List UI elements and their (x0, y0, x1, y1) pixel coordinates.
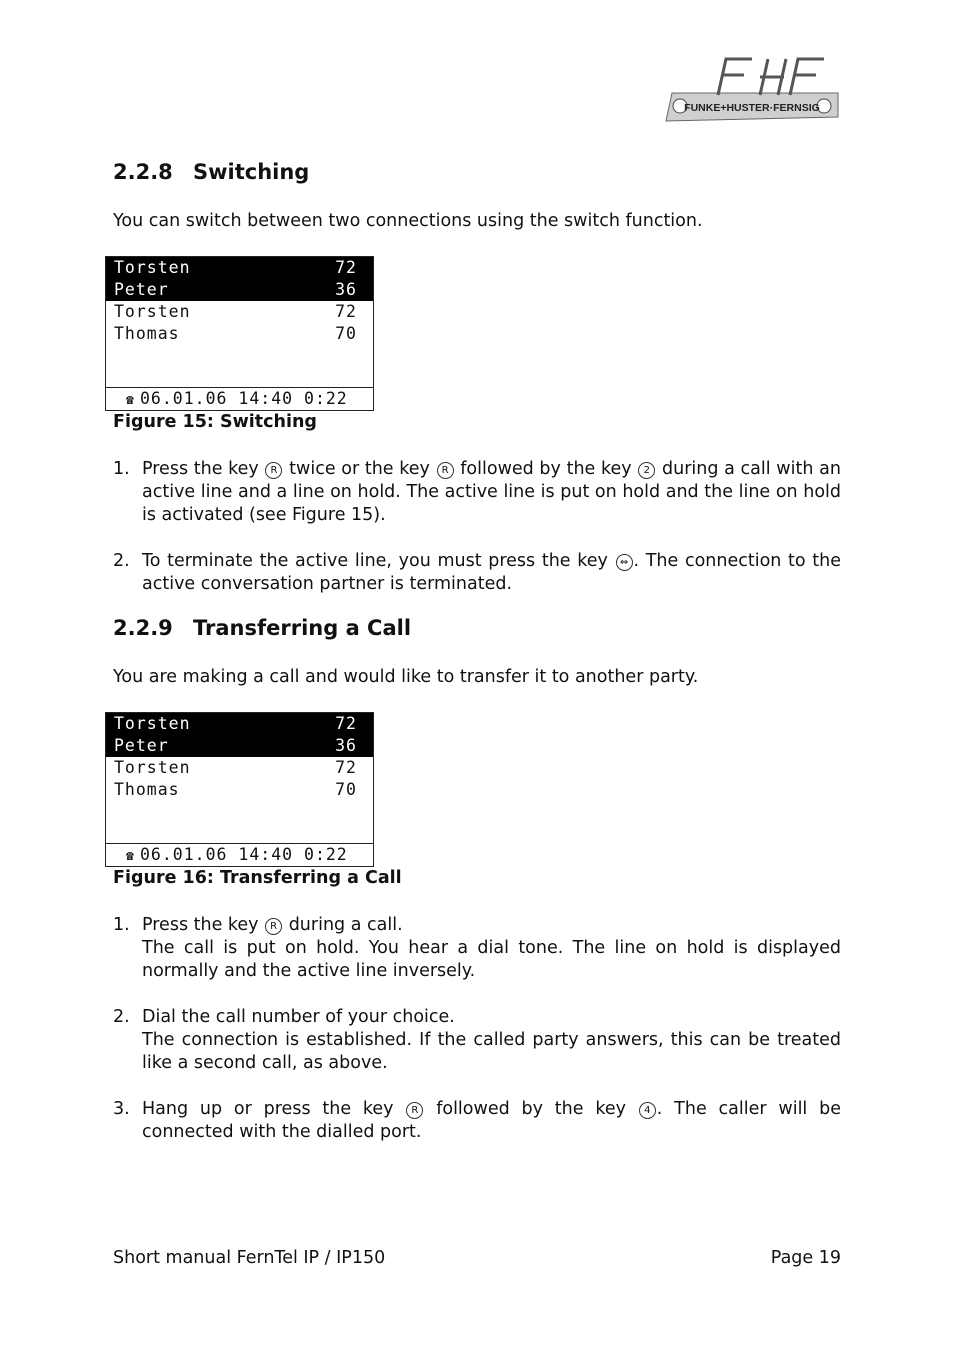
r-key-icon: R (406, 1102, 423, 1119)
fhf-logo-icon (660, 55, 842, 123)
section-intro: You can switch between two connections using the switch function. (113, 211, 703, 231)
section-number: 2.2.9 (113, 616, 173, 640)
company-logo (660, 55, 842, 123)
step-text: twice or the key (289, 459, 430, 479)
handset-icon: ☎ (126, 393, 134, 408)
lcd-status-bar (106, 843, 373, 866)
list-item (113, 458, 841, 527)
lcd-row (106, 323, 373, 345)
list-item (113, 550, 841, 596)
list-number: 3. (113, 1099, 130, 1119)
instruction-list (113, 458, 841, 596)
step-text: . The connection to the active conversation partner is terminated. (142, 551, 841, 594)
lcd-status-text: 06.01.06 14:40 0:22 (140, 845, 348, 864)
r-key-icon: R (437, 462, 454, 479)
handset-icon: ☎ (126, 849, 134, 864)
lcd-row-name: Thomas (114, 780, 180, 799)
lcd-row-name: Torsten (114, 758, 191, 777)
section-title: Switching (193, 160, 310, 184)
step-text: during a call with an active line and a line on hold. The active line is put on hold and the line on hold is activated (see Figure 15). (142, 459, 841, 525)
lcd-row (106, 735, 373, 757)
section-heading (113, 160, 309, 184)
step-text: followed by the key (460, 459, 632, 479)
list-item (113, 1098, 841, 1144)
step-text: . The caller will be connected with the dialled port. (142, 1099, 841, 1142)
lcd-row-value: 36 (335, 736, 357, 755)
list-item (113, 1006, 841, 1075)
list-number: 2. (113, 551, 130, 571)
instruction-list (113, 914, 841, 1144)
lcd-row-value: 72 (335, 758, 357, 777)
step-detail: The call is put on hold. You hear a dial tone. The line on hold is displayed normally and the active line inversely. (142, 938, 841, 981)
step-text: To terminate the active line, you must press the key (142, 551, 608, 571)
section-title: Transferring a Call (193, 616, 412, 640)
lcd-status-bar (106, 387, 373, 410)
list-number: 2. (113, 1007, 130, 1027)
lcd-row-value: 70 (335, 324, 357, 343)
lcd-display (105, 712, 374, 867)
lcd-row-name: Peter (114, 280, 169, 299)
four-key-icon: 4 (639, 1102, 656, 1119)
step-text: followed by the key (436, 1099, 626, 1119)
lcd-row-name: Torsten (114, 302, 191, 321)
list-item (113, 914, 841, 983)
lcd-row-value: 72 (335, 258, 357, 277)
r-key-icon: R (265, 462, 282, 479)
step-text: Press the key (142, 915, 259, 935)
logo-company-text: FUNKE+HUSTER·FERNSIG (684, 102, 820, 114)
lcd-row-name: Torsten (114, 258, 191, 277)
lcd-row (106, 301, 373, 323)
lcd-row (106, 757, 373, 779)
lcd-status-text: 06.01.06 14:40 0:22 (140, 389, 348, 408)
page-number: Page 19 (770, 1248, 841, 1268)
step-text: Dial the call number of your choice. (142, 1007, 455, 1027)
list-number: 1. (113, 915, 130, 935)
lcd-row-name: Thomas (114, 324, 180, 343)
figure-caption: Figure 15: Switching (113, 412, 317, 432)
footer-left: Short manual FernTel IP / IP150 (113, 1248, 386, 1268)
lcd-row (106, 279, 373, 301)
lcd-row-value: 72 (335, 714, 357, 733)
two-key-icon: 2 (638, 462, 655, 479)
hang-up-key-icon: ⇔ (616, 554, 633, 571)
list-number: 1. (113, 459, 130, 479)
section-number: 2.2.8 (113, 160, 173, 184)
section-heading (113, 616, 411, 640)
r-key-icon: R (265, 918, 282, 935)
lcd-row (106, 713, 373, 735)
step-detail: The connection is established. If the called party answers, this can be treated like a second call, as above. (142, 1030, 841, 1073)
lcd-row-value: 72 (335, 302, 357, 321)
lcd-row (106, 257, 373, 279)
section-intro: You are making a call and would like to transfer it to another party. (113, 667, 699, 687)
lcd-display (105, 256, 374, 411)
lcd-row-name: Torsten (114, 714, 191, 733)
step-text: Press the key (142, 459, 259, 479)
step-text: during a call. (288, 915, 403, 935)
lcd-row-name: Peter (114, 736, 169, 755)
lcd-row (106, 779, 373, 801)
lcd-row-value: 70 (335, 780, 357, 799)
figure-caption: Figure 16: Transferring a Call (113, 868, 402, 888)
step-text: Hang up or press the key (142, 1099, 394, 1119)
lcd-row-value: 36 (335, 280, 357, 299)
